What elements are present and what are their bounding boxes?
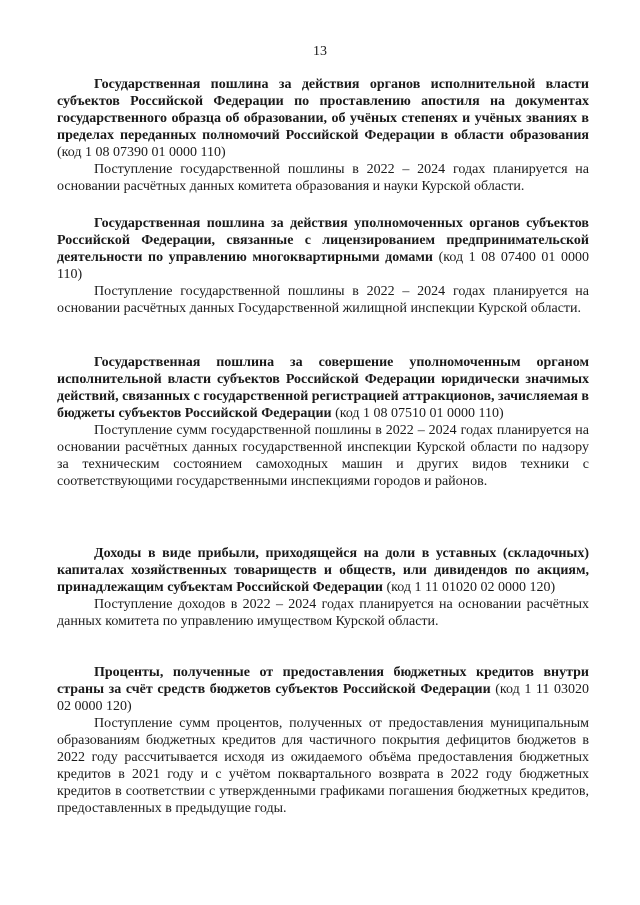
section-paragraph: Поступление доходов в 2022 – 2024 годах планируется на основании расчётных данных комитета по управлению имуществом Курской области. <box>57 597 589 629</box>
heading-title: Проценты, полученные от предоставления бюджетных кредитов внутри страны за счёт средств бюджетов субъектов Российской Федерации <box>57 665 589 697</box>
heading-code: (код 1 08 07390 01 0000 110) <box>57 145 226 160</box>
section-apostille-fee <box>57 76 589 195</box>
section-paragraph: Поступление сумм процентов, полученных от предоставления муниципальным образованиям бюджетных кредитов для частичного покрытия дефицитов бюджетов в 2022 году рассчитывается исходя из ожидаемого объёма предоставления бюджетных кредитов в 2021 году и с учётом поквартального возврата в 2022 году бюджетных кредитов в соответствии с утвержденными графиками погашения бюджетных кредитов, предоставленных в предыдущие годы. <box>57 716 589 816</box>
section-heading <box>57 76 589 161</box>
heading-title: Государственная пошлина за действия органов исполнительной власти субъектов Российской Федерации по проставлению апостиля на документах государственного образца об образовании, об учёных степенях и учёных званиях в пределах переданных полномочий Российской Федерации в области образования <box>57 77 589 143</box>
section-paragraph: Поступление государственной пошлины в 2022 – 2024 годах планируется на основании расчётных данных комитета образования и науки Курской области. <box>57 162 589 194</box>
section-paragraph: Поступление сумм государственной пошлины в 2022 – 2024 годах планируется на основании расчётных данных государственной инспекции Курской области по надзору за техническим состоянием самоходных машин и других видов техники с соответствующими государственными инспекциями городов и районов. <box>57 423 589 489</box>
heading-title: Государственная пошлина за действия уполномоченных органов субъектов Российской Федерации, связанные с лицензированием предпринимательской деятельности по управлению многоквартирными домами <box>57 216 589 265</box>
section-credit-interest <box>57 664 589 817</box>
section-heading <box>57 215 589 283</box>
page-number: 13 <box>313 44 327 59</box>
heading-code: (код 1 11 01020 02 0000 120) <box>383 580 556 595</box>
section-paragraph: Поступление государственной пошлины в 2022 – 2024 годах планируется на основании расчётных данных Государственной жилищной инспекции Курской области. <box>57 284 589 316</box>
section-heading <box>57 664 589 715</box>
section-heading <box>57 354 589 422</box>
heading-title: Доходы в виде прибыли, приходящейся на доли в уставных (складочных) капиталах хозяйственных товариществ и обществ, или дивидендов по акциям, принадлежащим субъектам Российской Федерации <box>57 546 589 595</box>
section-heading <box>57 545 589 596</box>
heading-code: (код 1 08 07510 01 0000 110) <box>331 406 504 421</box>
heading-title: Государственная пошлина за совершение уполномоченным органом исполнительной власти субъектов Российской Федерации юридически значимых действий, связанных с государственной регистрацией аттракционов, зачисляемая в бюджеты субъектов Российской Федерации <box>57 355 589 421</box>
heading-code: (код 1 11 03020 02 0000 120) <box>57 682 589 714</box>
heading-code: (код 1 08 07400 01 0000 110) <box>57 250 589 282</box>
section-attractions-fee <box>57 354 589 490</box>
section-licensing-fee <box>57 215 589 317</box>
section-dividend-income <box>57 545 589 630</box>
